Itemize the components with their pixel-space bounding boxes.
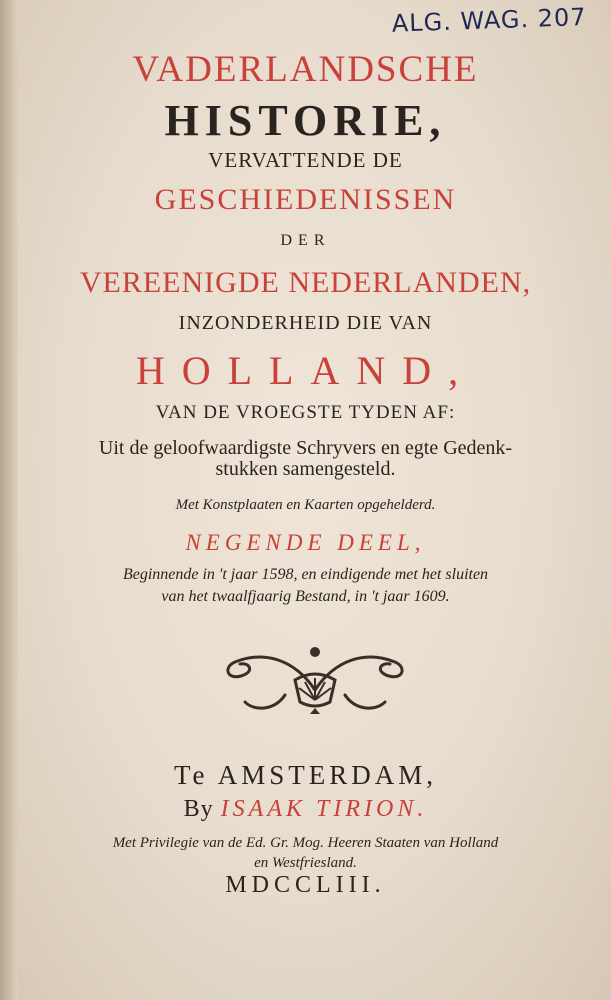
subtitle-line-1: Uit de geloofwaardigste Schryvers en egte Gedenk- <box>98 437 513 459</box>
title-line-2: HISTORIE, <box>164 96 447 145</box>
printers-ornament-icon <box>215 640 415 720</box>
title-line-1: VADERLANDSCHE <box>132 49 479 90</box>
title-line-6: VEREENIGDE NEDERLANDEN, <box>79 266 532 299</box>
title-line-7: INZONDERHEID DIE VAN <box>178 312 433 334</box>
imprint-publisher-line <box>0 796 611 823</box>
imprint-publisher: ISAAK TIRION. <box>220 796 428 822</box>
period-line-2: van het twaalfjaarig Bestand, in 't jaar 1609. <box>161 588 450 605</box>
volume-label: NEGENDE DEEL, <box>185 530 426 555</box>
title-line-5: DER <box>280 232 331 249</box>
imprint-by: By <box>183 796 214 822</box>
title-line-3: VERVATTENDE DE <box>208 148 403 172</box>
imprint-place: Te AMSTERDAM, <box>173 760 438 790</box>
handwritten-shelfmark: ALG. WAG. 207 <box>391 2 587 38</box>
title-line-4: GESCHIEDENISSEN <box>154 183 457 216</box>
privilege-line-1: Met Privilegie van de Ed. Gr. Mog. Heeren Staaten van Holland <box>112 835 499 851</box>
subtitle-line-2: stukken samengesteld. <box>215 458 396 480</box>
privilege-line-2: en Westfriesland. <box>254 855 357 871</box>
illustrations-note: Met Konstplaaten en Kaarten opgehelderd. <box>175 497 436 513</box>
title-line-8: HOLLAND, <box>135 348 476 393</box>
period-line-1: Beginnende in 't jaar 1598, en eindigende met het sluiten <box>122 566 489 583</box>
title-line-9: VAN DE VROEGSTE TYDEN AF: <box>155 402 456 423</box>
imprint-year: MDCCLIII. <box>225 872 386 898</box>
